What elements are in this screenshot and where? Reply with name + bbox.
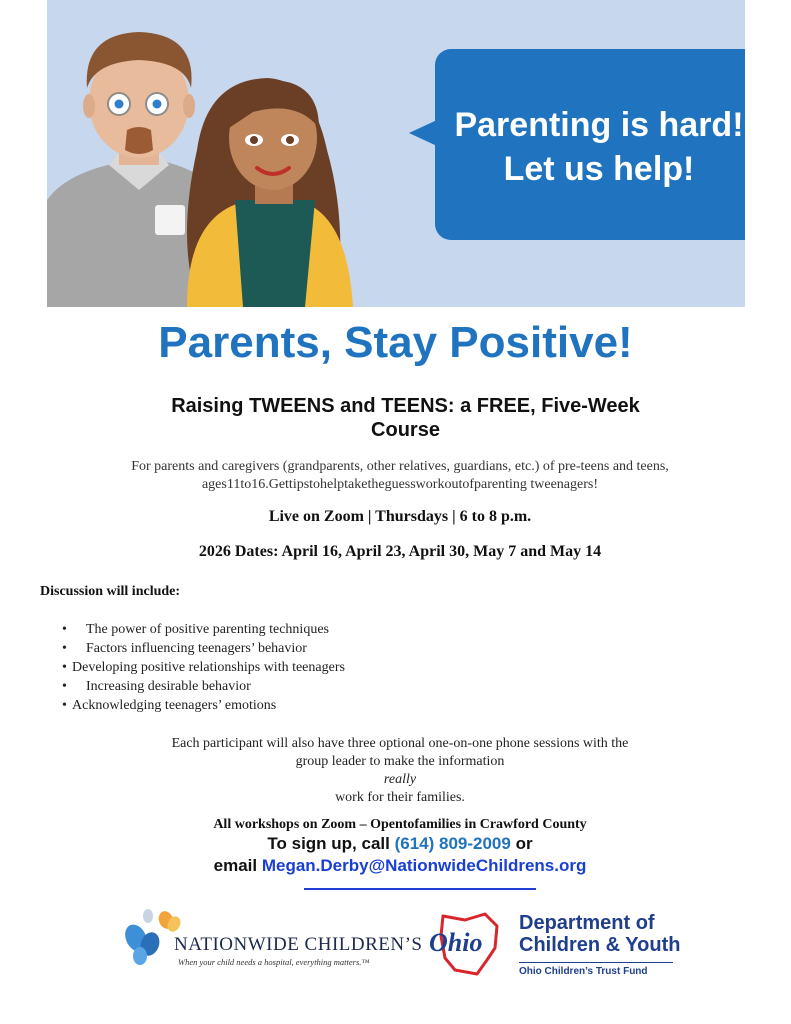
signup-line-1 [0,833,791,855]
emphasis-really: really [383,772,417,787]
dept-line-3: Ohio Children’s Trust Fund [519,966,648,977]
signup-prefix: To sign up, call [267,834,395,853]
signup-block [0,833,791,877]
workshops-note: All workshops on Zoom – Opentofamilies in Crawford County [213,817,587,832]
dept-line-1: Department of [519,912,655,934]
list-item-text: Developing positive relationships with teenagers [72,660,345,675]
logo-divider [519,962,673,963]
bullet: • [62,641,67,656]
discussion-heading: Discussion will include: [40,584,181,599]
list-item-text: Increasing desirable behavior [86,679,251,694]
signup-line-2 [0,855,791,877]
bullet: • [62,698,67,713]
bullet: • [62,660,67,675]
bubble-line-2: Let us help! [503,150,695,188]
dept-line-2: Children & Youth [519,934,681,956]
list-item [62,677,345,696]
bullet: • [62,622,67,637]
hero-banner [47,0,745,307]
list-item-text: The power of positive parenting techniques [86,622,329,637]
ohio-wordmark: Ohio [429,928,483,957]
bubble-line-1: Parenting is hard! [454,106,744,144]
email-prefix: email [213,856,262,875]
participant-line-1: Each participant will also have three optional one-on-one phone sessions with the [171,736,629,751]
list-item-text: Factors influencing teenagers’ behavior [86,641,307,656]
nationwide-tagline: When your child needs a hospital, everything matters.™ [178,957,370,967]
intro-line-2: ages11to16.Gettipstohelptaketheguessworkoutofparenting tweenagers! [201,477,599,492]
page-title: Parents, Stay Positive! [158,318,633,367]
course-dates: 2026 Dates: April 16, April 23, April 30, May 7 and May 14 [198,543,602,560]
discussion-list [62,620,345,715]
signup-or: or [510,834,533,853]
speech-bubble-text [435,103,745,191]
participant-note [130,735,670,807]
bullet: • [62,679,67,694]
nationwide-childrens-logo [122,908,423,970]
list-item [62,658,345,677]
ohio-dcy-logo [425,910,685,982]
divider [304,888,536,890]
schedule-line: Live on Zoom | Thursdays | 6 to 8 p.m. [268,508,532,525]
participant-text: work for their families. [335,790,465,805]
intro-paragraph [90,458,710,494]
participant-text: group leader to make the information [295,754,505,769]
butterfly-icon [122,908,182,970]
parents-illustration [47,0,407,307]
course-subtitle [100,394,711,442]
speech-bubble [435,49,745,240]
phone-link[interactable]: (614) 809-2009 [394,834,511,853]
list-item [62,620,345,639]
subtitle-line-2: Course [371,419,440,441]
list-item-text: Acknowledging teenagers’ emotions [72,698,277,713]
list-item [62,639,345,658]
intro-line-1: For parents and caregivers (grandparents, other relatives, guardians, etc.) of pre-teens and teens, [131,459,669,474]
participant-line-2 [130,753,670,807]
subtitle-line-1: Raising TWEENS and TEENS: a FREE, Five-Week [171,395,640,417]
nationwide-name: NATIONWIDE CHILDREN’S [174,934,423,955]
speech-bubble-tail [409,120,437,146]
list-item [62,696,345,715]
email-link[interactable]: Megan.Derby@NationwideChildrens.org [261,856,587,875]
